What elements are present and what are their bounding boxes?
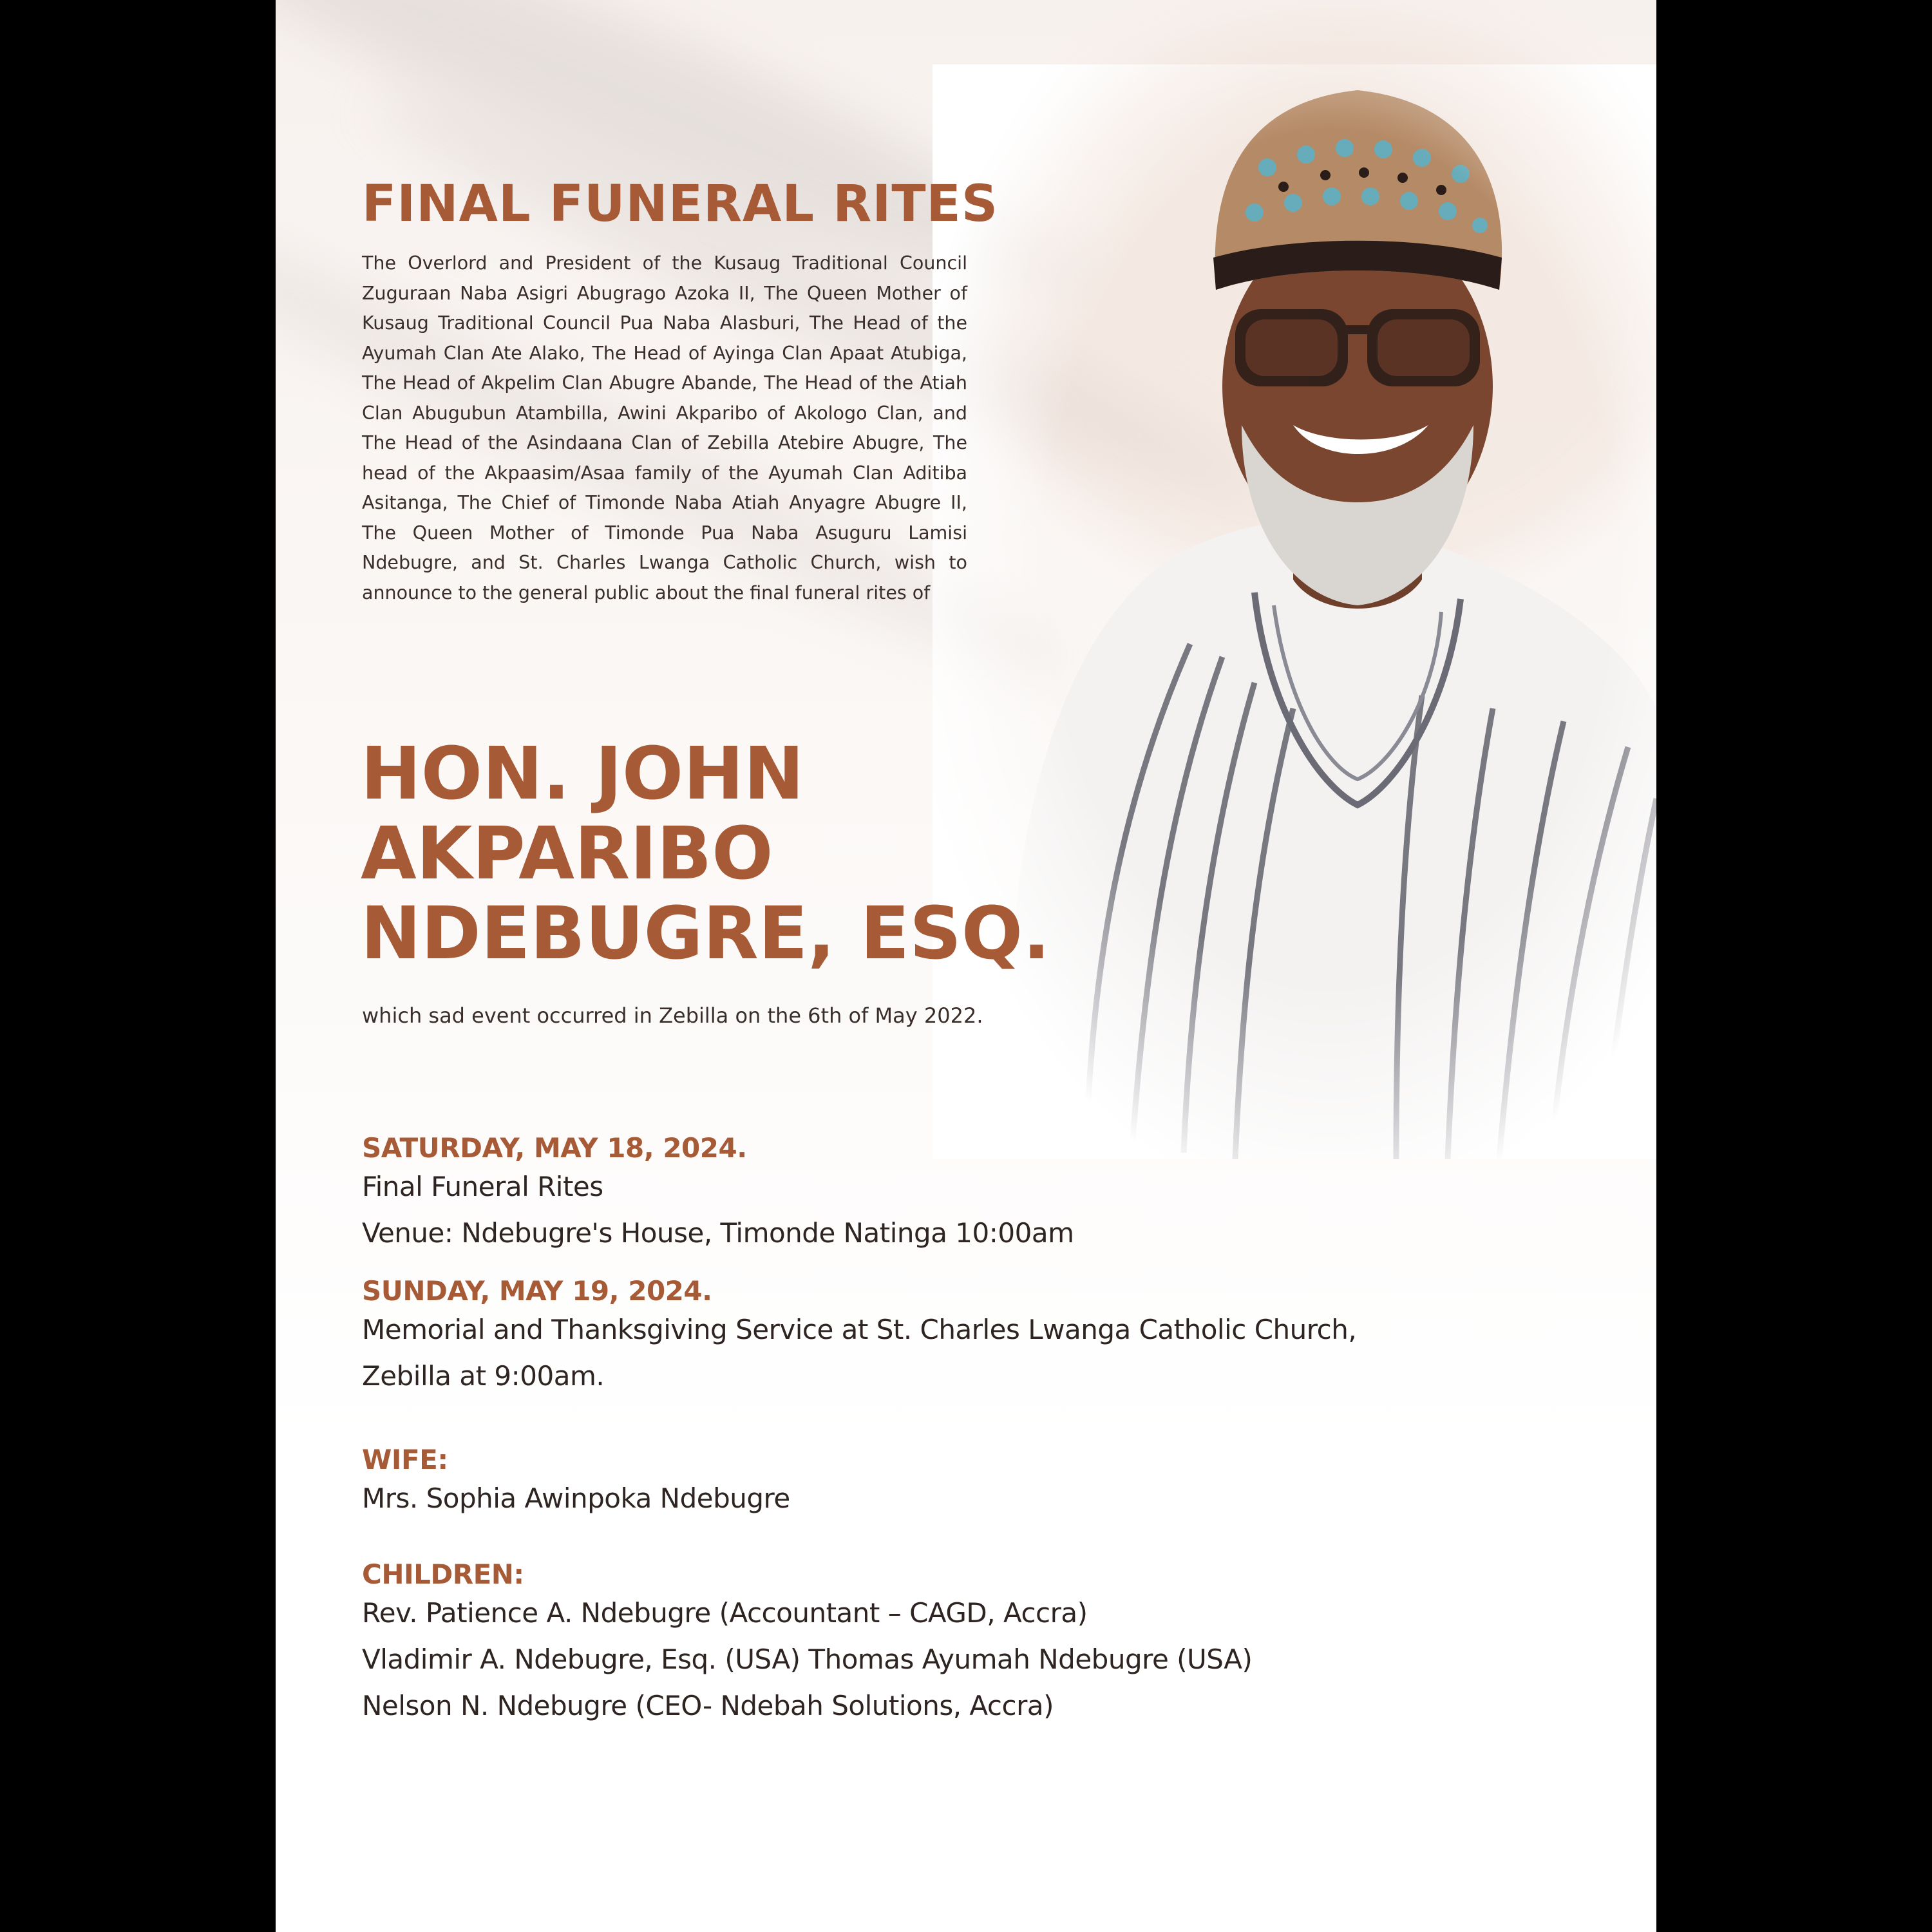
announcement-text: The Overlord and President of the Kusaug Traditional Council Zuguraan Naba Asigri Abugrago Azoka II, The Queen Mother of Kusaug Traditional Council Pua Naba Alasburi, The Head of the Ayumah Clan Ate Alako, The Head of Ayinga Clan Apaat Atubiga, The Head of Akpelim Clan Abugre Abande, The Head of the Atiah Clan Abugubun Atambilla, Awini Akparibo of Akologo Clan, and The Head of the Asindaana Clan of Zebilla Atebire Abugre, The head of the Akpaasim/Asaa family of the Ayumah Clan Aditiba Asitanga, The Chief of Timonde Naba Atiah Anyagre Abugre II, The Queen Mother of Timonde Pua Naba Asuguru Lamisi Ndebugre, and St. Charles Lwanga Catholic Church, wish to announce to the general public about the final funeral rites of [362, 252, 967, 603]
name-line: NDEBUGRE, ESQ. [361, 892, 1050, 976]
day1-date: SATURDAY, MAY 18, 2024. [362, 1132, 747, 1164]
child-entry: Rev. Patience A. Ndebugre (Accountant – CAGD, Accra) [362, 1597, 1088, 1629]
day1-event: Final Funeral Rites [362, 1171, 603, 1202]
children-heading: CHILDREN: [362, 1558, 524, 1590]
sad-event-note: which sad event occurred in Zebilla on the 6th of May 2022. [362, 1003, 983, 1028]
children-section [362, 1558, 1252, 1729]
day1-venue: Venue: Ndebugre's House, Timonde Natinga 10:00am [362, 1217, 1074, 1249]
schedule-day2 [362, 1275, 1356, 1399]
wife-heading: WIFE: [362, 1444, 448, 1475]
name-line: AKPARIBO [361, 812, 773, 896]
wife-section [362, 1444, 790, 1522]
wife-name: Mrs. Sophia Awinpoka Ndebugre [362, 1482, 790, 1514]
schedule-day1 [362, 1132, 1074, 1256]
day2-date: SUNDAY, MAY 19, 2024. [362, 1275, 712, 1307]
name-line: HON. JOHN [361, 732, 804, 816]
portrait-photo [933, 64, 1656, 1159]
child-entry: Vladimir A. Ndebugre, Esq. (USA) Thomas Ayumah Ndebugre (USA) [362, 1643, 1253, 1675]
page-title: FINAL FUNERAL RITES [362, 175, 999, 233]
day2-line: Zebilla at 9:00am. [362, 1360, 605, 1392]
deceased-name [361, 734, 1069, 974]
day2-line: Memorial and Thanksgiving Service at St. Charles Lwanga Catholic Church, [362, 1314, 1357, 1345]
child-entry: Nelson N. Ndebugre (CEO- Ndebah Solutions, Accra) [362, 1690, 1054, 1721]
funeral-poster [276, 0, 1656, 1932]
